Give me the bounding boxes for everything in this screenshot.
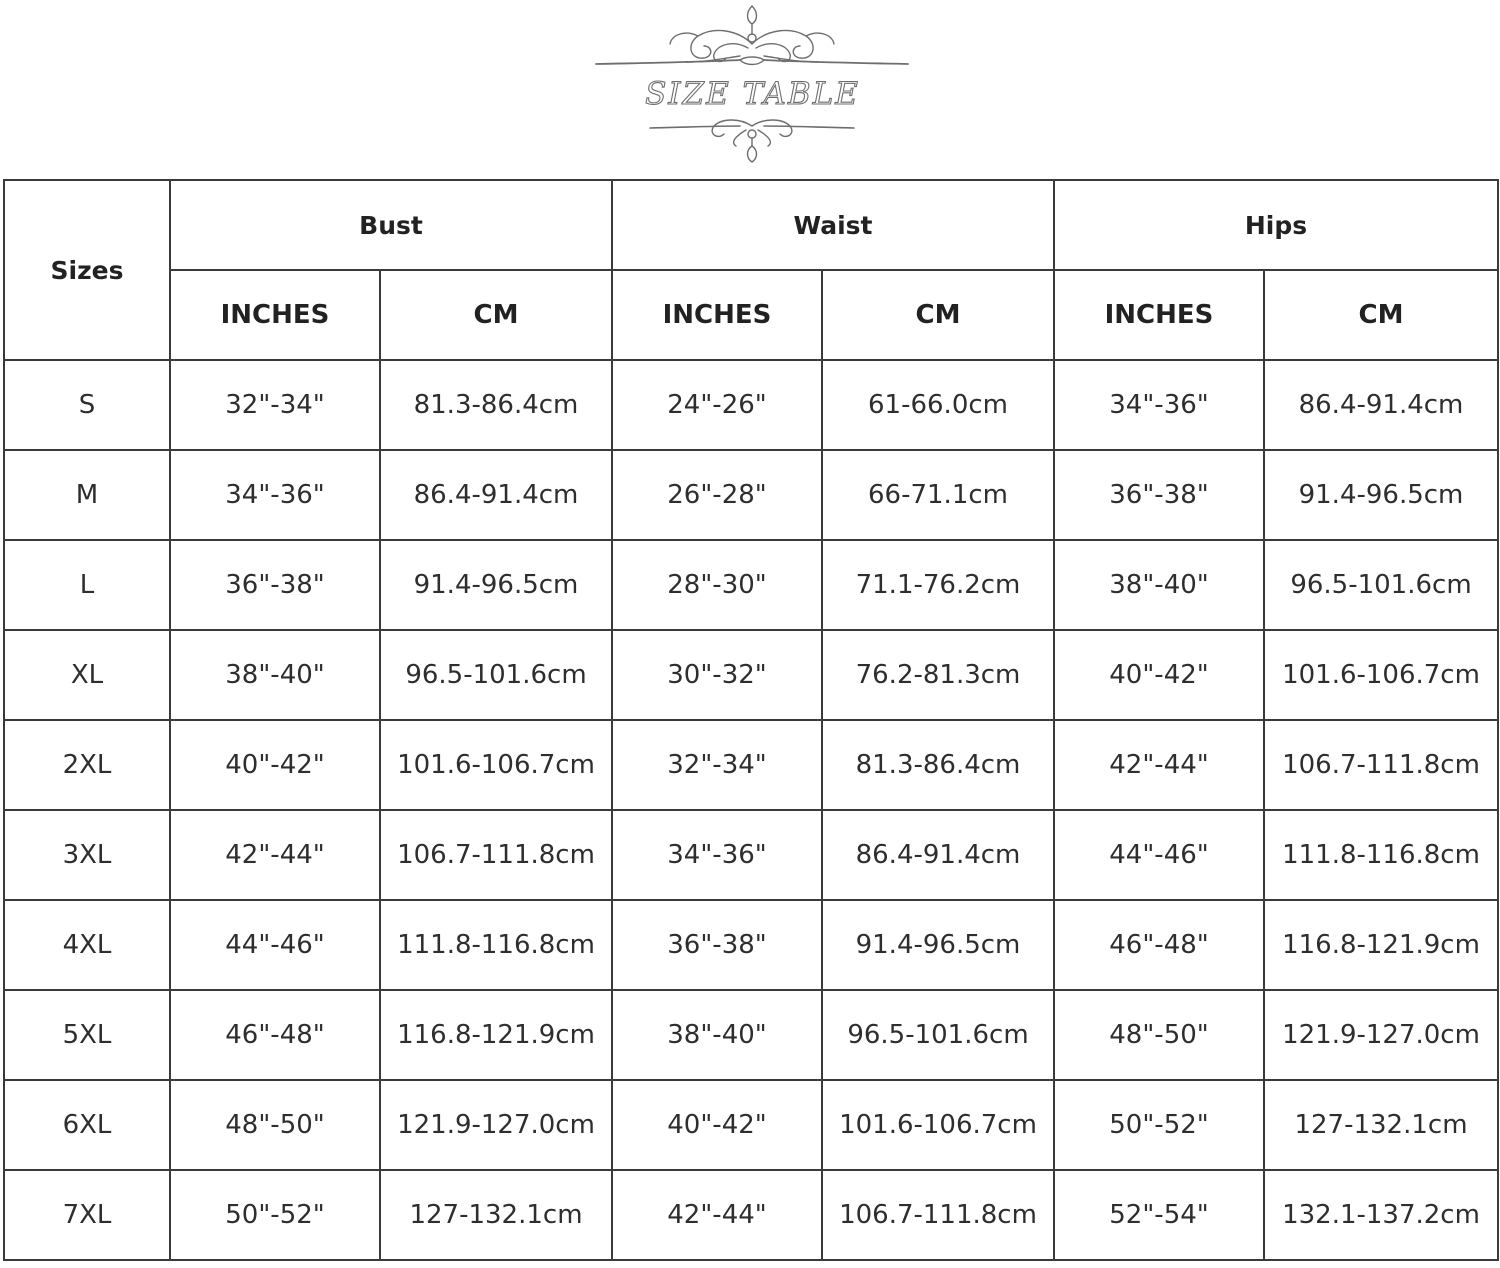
- waist-inches-cell: 34"-36": [612, 810, 822, 900]
- hips-inches-cell: 48"-50": [1054, 990, 1264, 1080]
- bust-inches-cell: 48"-50": [170, 1080, 380, 1170]
- waist-cm-cell: 101.6-106.7cm: [822, 1080, 1054, 1170]
- hips-cm-cell: 86.4-91.4cm: [1264, 360, 1498, 450]
- hips-inches-header: INCHES: [1054, 270, 1264, 360]
- table-row: [4, 720, 1498, 810]
- hips-inches-cell: 42"-44": [1054, 720, 1264, 810]
- size-rows: [4, 360, 1498, 1260]
- bust-cm-cell: 116.8-121.9cm: [380, 990, 612, 1080]
- waist-cm-cell: 66-71.1cm: [822, 450, 1054, 540]
- bust-cm-cell: 121.9-127.0cm: [380, 1080, 612, 1170]
- waist-cm-cell: 71.1-76.2cm: [822, 540, 1054, 630]
- hips-inches-cell: 52"-54": [1054, 1170, 1264, 1260]
- bust-inches-cell: 42"-44": [170, 810, 380, 900]
- waist-cm-header: CM: [822, 270, 1054, 360]
- bust-cm-cell: 96.5-101.6cm: [380, 630, 612, 720]
- bust-cm-cell: 91.4-96.5cm: [380, 540, 612, 630]
- waist-cm-cell: 96.5-101.6cm: [822, 990, 1054, 1080]
- bust-cm-cell: 86.4-91.4cm: [380, 450, 612, 540]
- waist-cm-cell: 91.4-96.5cm: [822, 900, 1054, 990]
- waist-inches-cell: 38"-40": [612, 990, 822, 1080]
- hips-inches-cell: 50"-52": [1054, 1080, 1264, 1170]
- hips-cm-cell: 106.7-111.8cm: [1264, 720, 1498, 810]
- bust-group-header: Bust: [170, 180, 612, 270]
- waist-inches-cell: 36"-38": [612, 900, 822, 990]
- size-label-cell: 4XL: [4, 900, 170, 990]
- sizes-column-header: Sizes: [4, 180, 170, 360]
- bust-inches-cell: 32"-34": [170, 360, 380, 450]
- hips-cm-cell: 96.5-101.6cm: [1264, 540, 1498, 630]
- bust-inches-cell: 40"-42": [170, 720, 380, 810]
- bust-inches-cell: 50"-52": [170, 1170, 380, 1260]
- size-chart-table: [3, 179, 1499, 1261]
- table-row: [4, 810, 1498, 900]
- waist-cm-cell: 76.2-81.3cm: [822, 630, 1054, 720]
- table-row: [4, 1080, 1498, 1170]
- waist-inches-cell: 28"-30": [612, 540, 822, 630]
- waist-inches-cell: 42"-44": [612, 1170, 822, 1260]
- size-label-cell: 6XL: [4, 1080, 170, 1170]
- waist-cm-cell: 106.7-111.8cm: [822, 1170, 1054, 1260]
- header-group-row: [4, 180, 1498, 270]
- table-row: [4, 1170, 1498, 1260]
- waist-inches-cell: 24"-26": [612, 360, 822, 450]
- bust-cm-cell: 111.8-116.8cm: [380, 900, 612, 990]
- hips-cm-cell: 101.6-106.7cm: [1264, 630, 1498, 720]
- waist-cm-cell: 86.4-91.4cm: [822, 810, 1054, 900]
- hips-cm-cell: 116.8-121.9cm: [1264, 900, 1498, 990]
- waist-inches-header: INCHES: [612, 270, 822, 360]
- waist-inches-cell: 40"-42": [612, 1080, 822, 1170]
- hips-cm-cell: 132.1-137.2cm: [1264, 1170, 1498, 1260]
- table-row: [4, 900, 1498, 990]
- size-label-cell: 5XL: [4, 990, 170, 1080]
- waist-inches-cell: 26"-28": [612, 450, 822, 540]
- size-table-title: SIZE TABLE: [645, 76, 860, 112]
- bust-cm-header: CM: [380, 270, 612, 360]
- bust-inches-cell: 46"-48": [170, 990, 380, 1080]
- size-label-cell: 3XL: [4, 810, 170, 900]
- hips-inches-cell: 38"-40": [1054, 540, 1264, 630]
- hips-cm-cell: 121.9-127.0cm: [1264, 990, 1498, 1080]
- table-row: [4, 540, 1498, 630]
- bust-inches-cell: 36"-38": [170, 540, 380, 630]
- table-row: [4, 630, 1498, 720]
- bust-cm-cell: 106.7-111.8cm: [380, 810, 612, 900]
- hips-inches-cell: 46"-48": [1054, 900, 1264, 990]
- size-label-cell: 2XL: [4, 720, 170, 810]
- waist-cm-cell: 61-66.0cm: [822, 360, 1054, 450]
- waist-cm-cell: 81.3-86.4cm: [822, 720, 1054, 810]
- bust-inches-cell: 38"-40": [170, 630, 380, 720]
- size-label-cell: 7XL: [4, 1170, 170, 1260]
- bust-inches-cell: 44"-46": [170, 900, 380, 990]
- bust-inches-header: INCHES: [170, 270, 380, 360]
- bust-cm-cell: 101.6-106.7cm: [380, 720, 612, 810]
- size-label-cell: M: [4, 450, 170, 540]
- table-row: [4, 990, 1498, 1080]
- hips-inches-cell: 44"-46": [1054, 810, 1264, 900]
- hips-cm-cell: 91.4-96.5cm: [1264, 450, 1498, 540]
- header-unit-row: [4, 270, 1498, 360]
- hips-inches-cell: 36"-38": [1054, 450, 1264, 540]
- waist-inches-cell: 32"-34": [612, 720, 822, 810]
- table-row: [4, 450, 1498, 540]
- hips-cm-cell: 111.8-116.8cm: [1264, 810, 1498, 900]
- waist-inches-cell: 30"-32": [612, 630, 822, 720]
- hips-cm-header: CM: [1264, 270, 1498, 360]
- size-table-title-block: [590, 0, 915, 170]
- hips-group-header: Hips: [1054, 180, 1498, 270]
- table-row: [4, 360, 1498, 450]
- size-label-cell: S: [4, 360, 170, 450]
- waist-group-header: Waist: [612, 180, 1054, 270]
- bust-inches-cell: 34"-36": [170, 450, 380, 540]
- hips-inches-cell: 34"-36": [1054, 360, 1264, 450]
- bust-cm-cell: 81.3-86.4cm: [380, 360, 612, 450]
- size-label-cell: L: [4, 540, 170, 630]
- hips-inches-cell: 40"-42": [1054, 630, 1264, 720]
- bust-cm-cell: 127-132.1cm: [380, 1170, 612, 1260]
- size-label-cell: XL: [4, 630, 170, 720]
- hips-cm-cell: 127-132.1cm: [1264, 1080, 1498, 1170]
